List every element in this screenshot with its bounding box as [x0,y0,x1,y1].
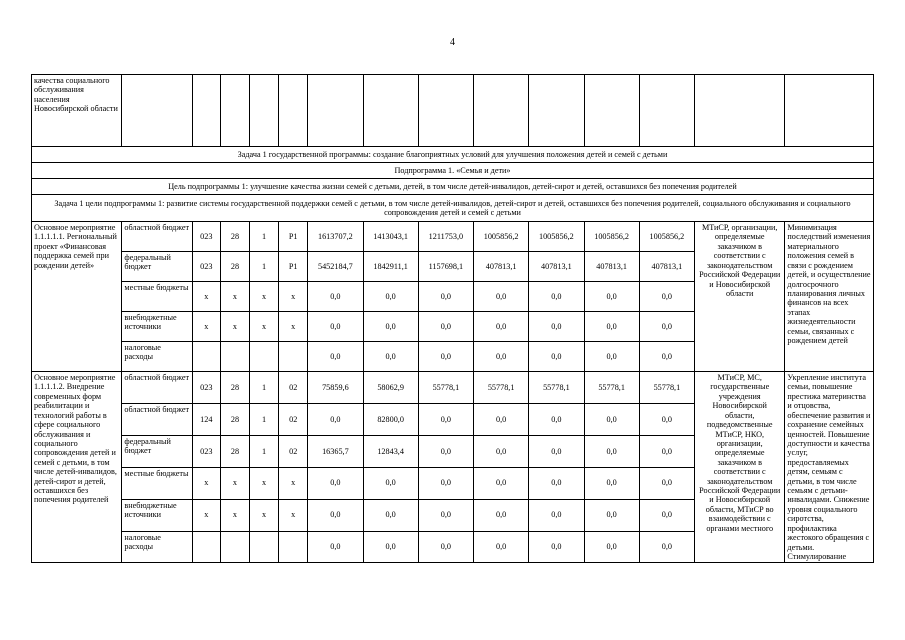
budget-code-cell [220,342,249,372]
funding-source: местные бюджеты [122,282,192,312]
budget-code-cell: x [192,467,220,499]
budget-code-cell: x [192,499,220,531]
amount-cell: 0,0 [474,282,529,312]
amount-cell: 1005856,2 [584,222,639,252]
amount-cell: 0,0 [418,342,473,372]
amount-cell: 0,0 [363,467,418,499]
amount-cell: 1157698,1 [418,252,473,282]
budget-code-cell: 023 [192,435,220,467]
amount-cell: 0,0 [474,467,529,499]
amount-cell: 0,0 [308,312,363,342]
budget-code-cell: 1 [250,372,279,404]
amount-cell: 5452184,7 [308,252,363,282]
budget-code-cell [279,342,308,372]
amount-cell: 0,0 [639,342,694,372]
budget-code-cell: 02 [279,372,308,404]
budget-code-cell: x [279,499,308,531]
budget-code-cell: 28 [220,252,249,282]
amount-cell: 0,0 [584,531,639,563]
amount-cell: 0,0 [418,435,473,467]
amount-cell: 0,0 [529,342,584,372]
budget-code-cell: 023 [192,252,220,282]
budget-code-cell: 1 [250,435,279,467]
amount-cell: 58062,9 [363,372,418,404]
budget-code-cell [250,531,279,563]
budget-code-cell: x [279,312,308,342]
budget-code-cell [192,531,220,563]
budget-code-cell [250,342,279,372]
subprogram-heading: Подпрограмма 1. «Семья и дети» [32,163,874,179]
amount-cell: 55778,1 [418,372,473,404]
amount-cell: 407813,1 [584,252,639,282]
amount-cell: 407813,1 [474,252,529,282]
budget-code-cell: x [250,467,279,499]
amount-cell: 0,0 [584,282,639,312]
amount-cell: 0,0 [639,467,694,499]
amount-cell: 0,0 [639,282,694,312]
amount-cell: 1005856,2 [474,222,529,252]
amount-cell: 0,0 [474,403,529,435]
amount-cell: 0,0 [308,342,363,372]
task1-heading: Задача 1 государственной программы: создание благоприятных условий для улучшения положения детей и семей с детьми [32,147,874,163]
amount-cell: 0,0 [308,467,363,499]
measure-name: Основное мероприятие 1.1.1.1.1. Региональный проект «Финансовая поддержка семей при рождении детей» [32,222,122,372]
amount-cell: 16365,7 [308,435,363,467]
amount-cell: 0,0 [584,342,639,372]
budget-code-cell: x [220,312,249,342]
budget-code-cell: 28 [220,435,249,467]
amount-cell: 0,0 [474,499,529,531]
amount-cell: 0,0 [474,435,529,467]
amount-cell: 0,0 [363,499,418,531]
amount-cell: 0,0 [639,403,694,435]
table-row [32,222,874,252]
funding-source: внебюджетные источники [122,312,192,342]
amount-cell: 407813,1 [639,252,694,282]
amount-cell: 0,0 [639,531,694,563]
amount-cell: 55778,1 [584,372,639,404]
amount-cell: 0,0 [308,403,363,435]
budget-code-cell: x [250,312,279,342]
measure-name: Основное мероприятие 1.1.1.1.2. Внедрение современных форм реабилитации и технологий работы в сфере социального обслуживания и социального сопровождения детей и семей с детьми, в том числе детей-инвалидов, детей-сирот и детей, оставшихся без попечения родителей [32,372,122,563]
amount-cell: 0,0 [529,282,584,312]
budget-code-cell: x [192,282,220,312]
program-table [31,74,874,563]
budget-code-cell: x [279,282,308,312]
subtask-heading: Задача 1 цели подпрограммы 1: развитие системы государственной поддержки семей с детьми, в том числе детей-инвалидов, детей-сирот и детей, оставшихся без попечения родителей, социального обслуживания и социального сопровождения детей и семей с детьми [32,195,874,222]
measure2-block [32,372,874,563]
amount-cell: 0,0 [363,531,418,563]
budget-code-cell: P1 [279,222,308,252]
amount-cell: 0,0 [529,467,584,499]
amount-cell: 1613707,2 [308,222,363,252]
funding-source: налоговые расходы [122,342,192,372]
amount-cell: 0,0 [474,531,529,563]
amount-cell: 0,0 [418,531,473,563]
page-number: 4 [450,37,455,48]
budget-code-cell: x [220,499,249,531]
amount-cell: 0,0 [584,312,639,342]
funding-source: федеральный бюджет [122,435,192,467]
funding-source: областной бюджет [122,403,192,435]
expected-result-cell: Минимизация последствий изменения материального положения семей в связи с рождением детей, и осуществление долгосрочного планирования личных финансов на всех этапах жизнедеятельности семьи, связанных с рождением детей [785,222,874,372]
budget-code-cell [192,342,220,372]
budget-code-cell: 28 [220,222,249,252]
amount-cell: 55778,1 [474,372,529,404]
budget-code-cell: x [250,499,279,531]
budget-code-cell: 1 [250,403,279,435]
budget-code-cell: x [250,282,279,312]
expected-result-cell: Укрепление института семьи, повышение престижа материнства и отцовства, обеспечение развития и сохранение семейных ценностей. Повышение доступности и качества услуг, предоставляемых детям, семьям с детьми, в том числе семьям с детьми-инвалидами. Снижение уровня социального сиротства, профилактика жестокого обращения с детьми. Стимулирование [785,372,874,563]
funding-source: местные бюджеты [122,467,192,499]
amount-cell: 0,0 [308,282,363,312]
measure1-block [32,222,874,372]
amount-cell: 0,0 [639,312,694,342]
continuation-text: качества социального обслуживания населения Новосибирской области [32,75,122,147]
amount-cell: 75859,6 [308,372,363,404]
budget-code-cell: 023 [192,372,220,404]
funding-source: внебюджетные источники [122,499,192,531]
amount-cell: 0,0 [584,499,639,531]
amount-cell: 0,0 [308,499,363,531]
budget-code-cell: 28 [220,403,249,435]
budget-code-cell: 02 [279,435,308,467]
amount-cell: 0,0 [584,435,639,467]
continuation-row [32,75,874,147]
amount-cell: 0,0 [639,499,694,531]
funding-source: федеральный бюджет [122,252,192,282]
amount-cell: 1005856,2 [529,222,584,252]
amount-cell: 0,0 [529,403,584,435]
budget-code-cell: x [279,467,308,499]
funding-source: областной бюджет [122,222,192,252]
amount-cell: 55778,1 [639,372,694,404]
amount-cell: 0,0 [363,312,418,342]
budget-code-cell: x [220,282,249,312]
amount-cell: 0,0 [418,499,473,531]
amount-cell: 1413043,1 [363,222,418,252]
budget-code-cell: x [220,467,249,499]
amount-cell: 0,0 [584,467,639,499]
amount-cell: 0,0 [529,531,584,563]
budget-code-cell [220,531,249,563]
amount-cell: 0,0 [529,499,584,531]
budget-code-cell: 1 [250,252,279,282]
amount-cell: 0,0 [308,531,363,563]
budget-code-cell: 02 [279,403,308,435]
amount-cell: 0,0 [639,435,694,467]
amount-cell: 0,0 [418,312,473,342]
executor-cell: МТиСР, организации, определяемые заказчиком в соответствии с законодательством Российской Федерации и Новосибирской области [695,222,785,372]
amount-cell: 0,0 [418,282,473,312]
amount-cell: 0,0 [529,435,584,467]
amount-cell: 55778,1 [529,372,584,404]
budget-code-cell: 023 [192,222,220,252]
budget-code-cell: P1 [279,252,308,282]
amount-cell: 12843,4 [363,435,418,467]
budget-code-cell [279,531,308,563]
goal-heading: Цель подпрограммы 1: улучшение качества жизни семей с детьми, детей, в том числе детей-инвалидов, детей-сирот и детей, оставшихся без попечения родителей [32,179,874,195]
amount-cell: 1005856,2 [639,222,694,252]
amount-cell: 0,0 [363,282,418,312]
amount-cell: 0,0 [418,467,473,499]
funding-source: областной бюджет [122,372,192,404]
amount-cell: 0,0 [474,342,529,372]
table-row [32,372,874,404]
amount-cell: 0,0 [584,403,639,435]
amount-cell: 0,0 [529,312,584,342]
amount-cell: 0,0 [418,403,473,435]
budget-code-cell: x [192,312,220,342]
budget-code-cell: 28 [220,372,249,404]
executor-cell: МТиСР, МС, государственные учреждения Новосибирской области, подведомственные МТиСР, НКО, организации, определяемые заказчиком в соответствии с законодательством Российской Федерации и Новосибирской области, МТиСР во взаимодействии с органами местного [695,372,785,563]
budget-code-cell: 124 [192,403,220,435]
amount-cell: 0,0 [363,342,418,372]
amount-cell: 407813,1 [529,252,584,282]
amount-cell: 82800,0 [363,403,418,435]
amount-cell: 1842911,1 [363,252,418,282]
amount-cell: 1211753,0 [418,222,473,252]
funding-source: налоговые расходы [122,531,192,563]
amount-cell: 0,0 [474,312,529,342]
budget-code-cell: 1 [250,222,279,252]
table-body [32,75,874,222]
